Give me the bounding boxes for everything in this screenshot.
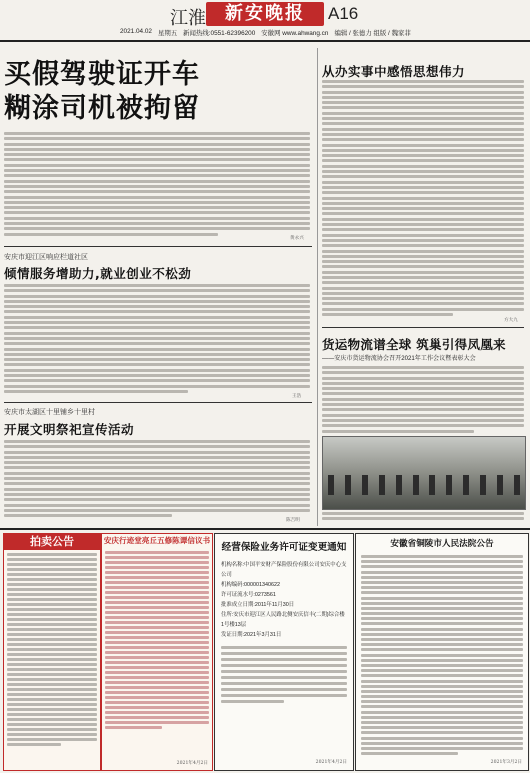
divider-2 bbox=[4, 402, 312, 403]
website[interactable]: 安徽网 www.ahwang.cn bbox=[261, 30, 329, 37]
court-ad bbox=[355, 533, 529, 771]
insurance-item: 发证日期:2021年3月31日 bbox=[221, 632, 282, 638]
divider-1 bbox=[4, 246, 312, 247]
insurance-title: 经营保险业务许可证变更通知 bbox=[221, 542, 347, 553]
masthead-region: 江淮 bbox=[170, 8, 206, 29]
page-number: A16 bbox=[328, 4, 359, 23]
insurance-list bbox=[215, 556, 353, 644]
court-title: 安徽省铜陵市人民法院公告 bbox=[390, 539, 494, 549]
story3-headline: 开展文明祭祀宣传活动 bbox=[4, 422, 135, 437]
story1-byline: 黄永兴 bbox=[290, 236, 304, 241]
court-body bbox=[356, 551, 528, 759]
demolition-ad bbox=[101, 533, 213, 771]
story2-headline: 倾情服务增助力,就业创业不松劲 bbox=[4, 266, 192, 281]
divider-right bbox=[322, 327, 524, 328]
story-b-body bbox=[322, 366, 524, 433]
demolition-title: 安庆行迹堂亮丘五修陈谭信议书 bbox=[103, 536, 211, 545]
insurance-ad bbox=[214, 533, 354, 771]
story1-headline-line1: 买假驾驶证开车 bbox=[4, 59, 200, 90]
issue-date: 2021.04.02 bbox=[120, 28, 152, 35]
demolition-date: 2021年4月2日 bbox=[176, 760, 208, 766]
news-hotline: 新闻热线:0551-62396200 bbox=[183, 30, 256, 37]
issue-weekday: 星期五 bbox=[158, 30, 178, 37]
story1-body bbox=[4, 132, 310, 236]
story2-kicker: 安庆市迎江区响应栏道社区 bbox=[4, 254, 88, 261]
story-b-body-2 bbox=[322, 512, 524, 520]
story1-headline-line2: 糊涂司机被拘留 bbox=[4, 93, 200, 124]
insurance-item: 住所:安庆市迎江区人民路北侧安庆信丰(二期)综合楼1号楼13层 bbox=[221, 612, 345, 628]
story3-byline: 陈吉明 bbox=[286, 518, 300, 523]
insurance-item: 机构编码:000001340622 bbox=[221, 582, 281, 588]
story-b-headline: 货运物流谱全球 筑巢引得凤凰来 bbox=[322, 337, 506, 352]
auction-body bbox=[4, 550, 100, 749]
auction-title: 拍卖公告 bbox=[4, 534, 100, 550]
masthead-paper-name: 新安晚报 bbox=[225, 3, 305, 24]
demolition-body bbox=[102, 548, 212, 732]
story3-body bbox=[4, 440, 310, 517]
story-a-byline: 方大九 bbox=[504, 318, 518, 323]
story-b-subhead: ——安庆市货运物流协会召开2021年工作会议暨表彰大会 bbox=[322, 355, 476, 362]
ad-band-rule bbox=[0, 528, 530, 530]
story-b-photo bbox=[322, 436, 526, 510]
auction-ad bbox=[3, 533, 101, 771]
masthead-logo bbox=[206, 2, 324, 26]
insurance-item: 许可证流水号:0273561 bbox=[221, 592, 276, 598]
story3-kicker: 安庆市太湖区十里铺乡十里村 bbox=[4, 409, 95, 416]
masthead-infobar bbox=[120, 28, 420, 38]
story-a-body bbox=[322, 80, 524, 316]
story1-headline bbox=[4, 58, 314, 126]
insurance-item: 机构名称:中国平安财产保险股份有限公司安庆中心支公司 bbox=[221, 562, 347, 578]
insurance-item: 批准成立日期:2011年11月30日 bbox=[221, 602, 295, 608]
story-a-headline: 从办实事中感悟思想伟力 bbox=[322, 64, 466, 79]
right-col-divider bbox=[317, 48, 318, 526]
story2-byline: 王浩 bbox=[292, 394, 302, 399]
story2-body bbox=[4, 284, 310, 393]
insurance-body bbox=[215, 644, 353, 705]
insurance-date: 2021年4月2日 bbox=[315, 759, 347, 765]
masthead-rule bbox=[0, 40, 530, 42]
court-date: 2021年3月2日 bbox=[490, 759, 522, 765]
editor-credit: 编辑 / 张德力 组版 / 魏家菲 bbox=[334, 30, 411, 37]
